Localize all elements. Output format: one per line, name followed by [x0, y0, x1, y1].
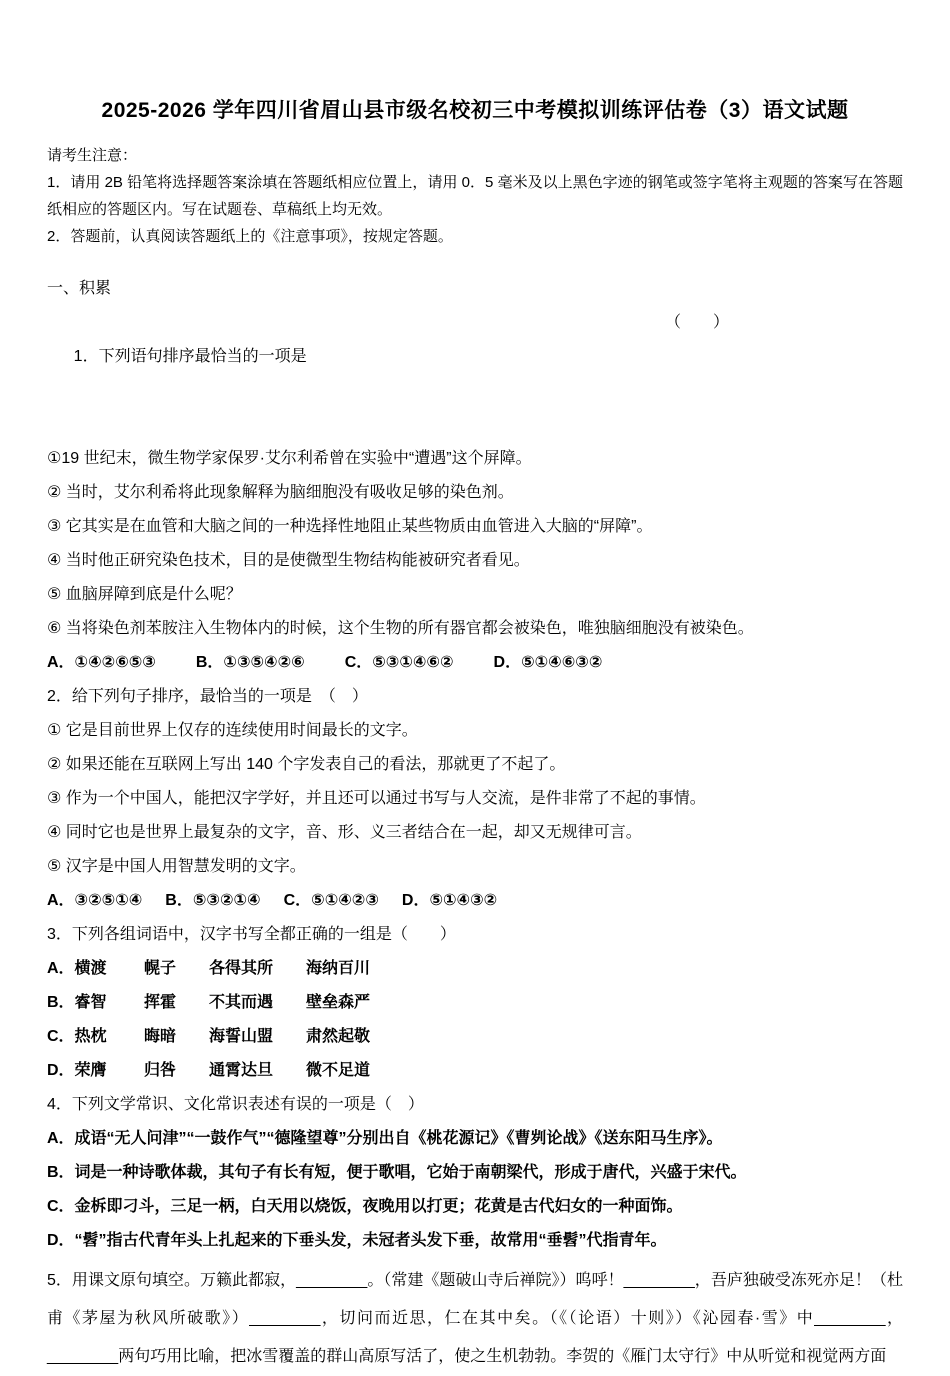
word-cell: 通霄达旦 [209, 1062, 274, 1079]
word-cell: 壁垒森严 [306, 994, 371, 1011]
word-cell: 挥霍 [144, 994, 177, 1011]
question-2-option-a: A．③②⑤①④ [47, 892, 143, 909]
question-3-stem: 3．下列各组词语中，汉字书写全都正确的一组是（ ） [47, 926, 456, 943]
question-1-sentence-1: ①19 世纪末，微生物学家保罗·艾尔利希曾在实验中“遭遇”这个屏障。 [47, 450, 532, 467]
question-1-stem-text: 1．下列语句排序最恰当的一项是 [73, 348, 307, 365]
question-5 [47, 1262, 903, 1376]
section-heading-accumulation: 一、积累 [47, 280, 112, 297]
question-2-option-b: B．⑤③②①④ [165, 892, 261, 909]
question-1-option-c: C．⑤③①④⑥② [344, 654, 454, 671]
word-cell: 归咎 [144, 1062, 177, 1079]
word-cell: 海誓山盟 [209, 1028, 274, 1045]
question-1-option-b: B．①③⑤④②⑥ [195, 654, 305, 671]
question-1 [47, 306, 903, 680]
question-5-fill-in-text: 5．用课文原句填空。万籁此都寂，________。（常建《题破山寺后禅院》）呜呼！________，吾庐独破受冻死亦足！（杜甫《茅屋为秋风所破歌》）________，切问而近思，仁在其中矣。（《（论语）十则》）《沁园春·雪》中________，________两句巧用比喻，把冰雪覆盖的群山高原写活了，使之生机勃勃。李贺的《雁门太守行》中从听觉和视觉两方面 [47, 1272, 903, 1365]
question-1-option-a: A．①④②⑥⑤③ [47, 654, 156, 671]
question-1-stem [47, 306, 903, 442]
question-4 [47, 1088, 903, 1258]
question-2-sentence-1: ① 它是目前世界上仅存的连续使用时间最长的文字。 [47, 722, 418, 739]
question-3-option-d [47, 1054, 903, 1088]
question-2-options [47, 884, 903, 918]
question-4-option-d: D．“髫”指古代青年头上扎起来的下垂头发，未冠者头发下垂，故常用“垂髫”代指青年。 [47, 1232, 667, 1249]
word-cell: 海纳百川 [306, 960, 371, 977]
word-cell: D．荣膺 [47, 1062, 107, 1079]
exam-notice [47, 142, 903, 250]
question-3-option-b [47, 986, 903, 1020]
question-1-sentence-3: ③ 它其实是在血管和大脑之间的一种选择性地阻止某些物质由血管进入大脑的“屏障”。 [47, 518, 653, 535]
notice-item-1: 1．请用 2B 铅笔将选择题答案涂填在答题纸相应位置上，请用 0．5 毫米及以上黑色字迹的钢笔或签字笔将主观题的答案写在答题纸相应的答题区内。写在试题卷、草稿纸上均无效。 [47, 174, 903, 218]
question-3-option-a [47, 952, 903, 986]
notice-intro: 请考生注意： [47, 147, 138, 164]
question-3-option-c [47, 1020, 903, 1054]
word-cell: 不其而遇 [209, 994, 274, 1011]
word-cell: 各得其所 [209, 960, 274, 977]
question-2-stem: 2．给下列句子排序，最恰当的一项是 （ ） [47, 688, 368, 705]
question-4-stem: 4．下列文学常识、文化常识表述有误的一项是（ ） [47, 1096, 424, 1113]
question-4-option-c: C．金柝即刁斗，三足一柄，白天用以烧饭，夜晚用以打更；花黄是古代妇女的一种面饰。 [47, 1198, 683, 1215]
question-2-sentence-3: ③ 作为一个中国人，能把汉字学好，并且还可以通过书写与人交流，是件非常了不起的事情。 [47, 790, 706, 807]
question-1-option-d: D．⑤①④⑥③② [493, 654, 603, 671]
question-1-options [47, 646, 903, 680]
page-title: 2025-2026 学年四川省眉山县市级名校初三中考模拟训练评估卷（3）语文试题 [101, 99, 849, 122]
word-cell: 肃然起敬 [306, 1028, 371, 1045]
question-2-sentence-5: ⑤ 汉字是中国人用智慧发明的文字。 [47, 858, 306, 875]
question-1-sentence-2: ② 当时，艾尔利希将此现象解释为脑细胞没有吸收足够的染色剂。 [47, 484, 514, 501]
question-1-sentence-4: ④ 当时他正研究染色技术，目的是使微型生物结构能被研究者看见。 [47, 552, 530, 569]
question-3 [47, 918, 903, 1088]
question-2-option-c: C．⑤①④②③ [283, 892, 379, 909]
word-cell: A．横渡 [47, 960, 107, 977]
word-cell: C．热枕 [47, 1028, 107, 1045]
question-2-sentence-4: ④ 同时它也是世界上最复杂的文字，音、形、义三者结合在一起，却又无规律可言。 [47, 824, 642, 841]
question-1-sentence-5: ⑤ 血脑屏障到底是什么呢？ [47, 586, 242, 603]
question-2-sentence-2: ② 如果还能在互联网上写出 140 个字发表自己的看法，那就更了不起了。 [47, 756, 566, 773]
question-2 [47, 680, 903, 918]
word-cell: B．睿智 [47, 994, 107, 1011]
question-4-option-b: B．词是一种诗歌体裁，其句子有长有短，便于歌唱，它始于南朝梁代，形成于唐代，兴盛于宋代。 [47, 1164, 747, 1181]
question-1-sentence-6: ⑥ 当将染色剂苯胺注入生物体内的时候，这个生物的所有器官都会被染色，唯独脑细胞没有被染色。 [47, 620, 754, 637]
question-4-option-a: A．成语“无人问津”“一鼓作气”“德隆望尊”分别出自《桃花源记》《曹刿论战》《送东阳马生序》。 [47, 1130, 723, 1147]
question-1-answer-bracket: （ ） [665, 314, 730, 331]
word-cell: 微不足道 [306, 1062, 371, 1079]
question-2-option-d: D．⑤①④③② [401, 892, 498, 909]
notice-item-2: 2．答题前，认真阅读答题纸上的《注意事项》，按规定答题。 [47, 228, 453, 245]
word-cell: 幌子 [144, 960, 177, 977]
word-cell: 晦暗 [144, 1028, 177, 1045]
